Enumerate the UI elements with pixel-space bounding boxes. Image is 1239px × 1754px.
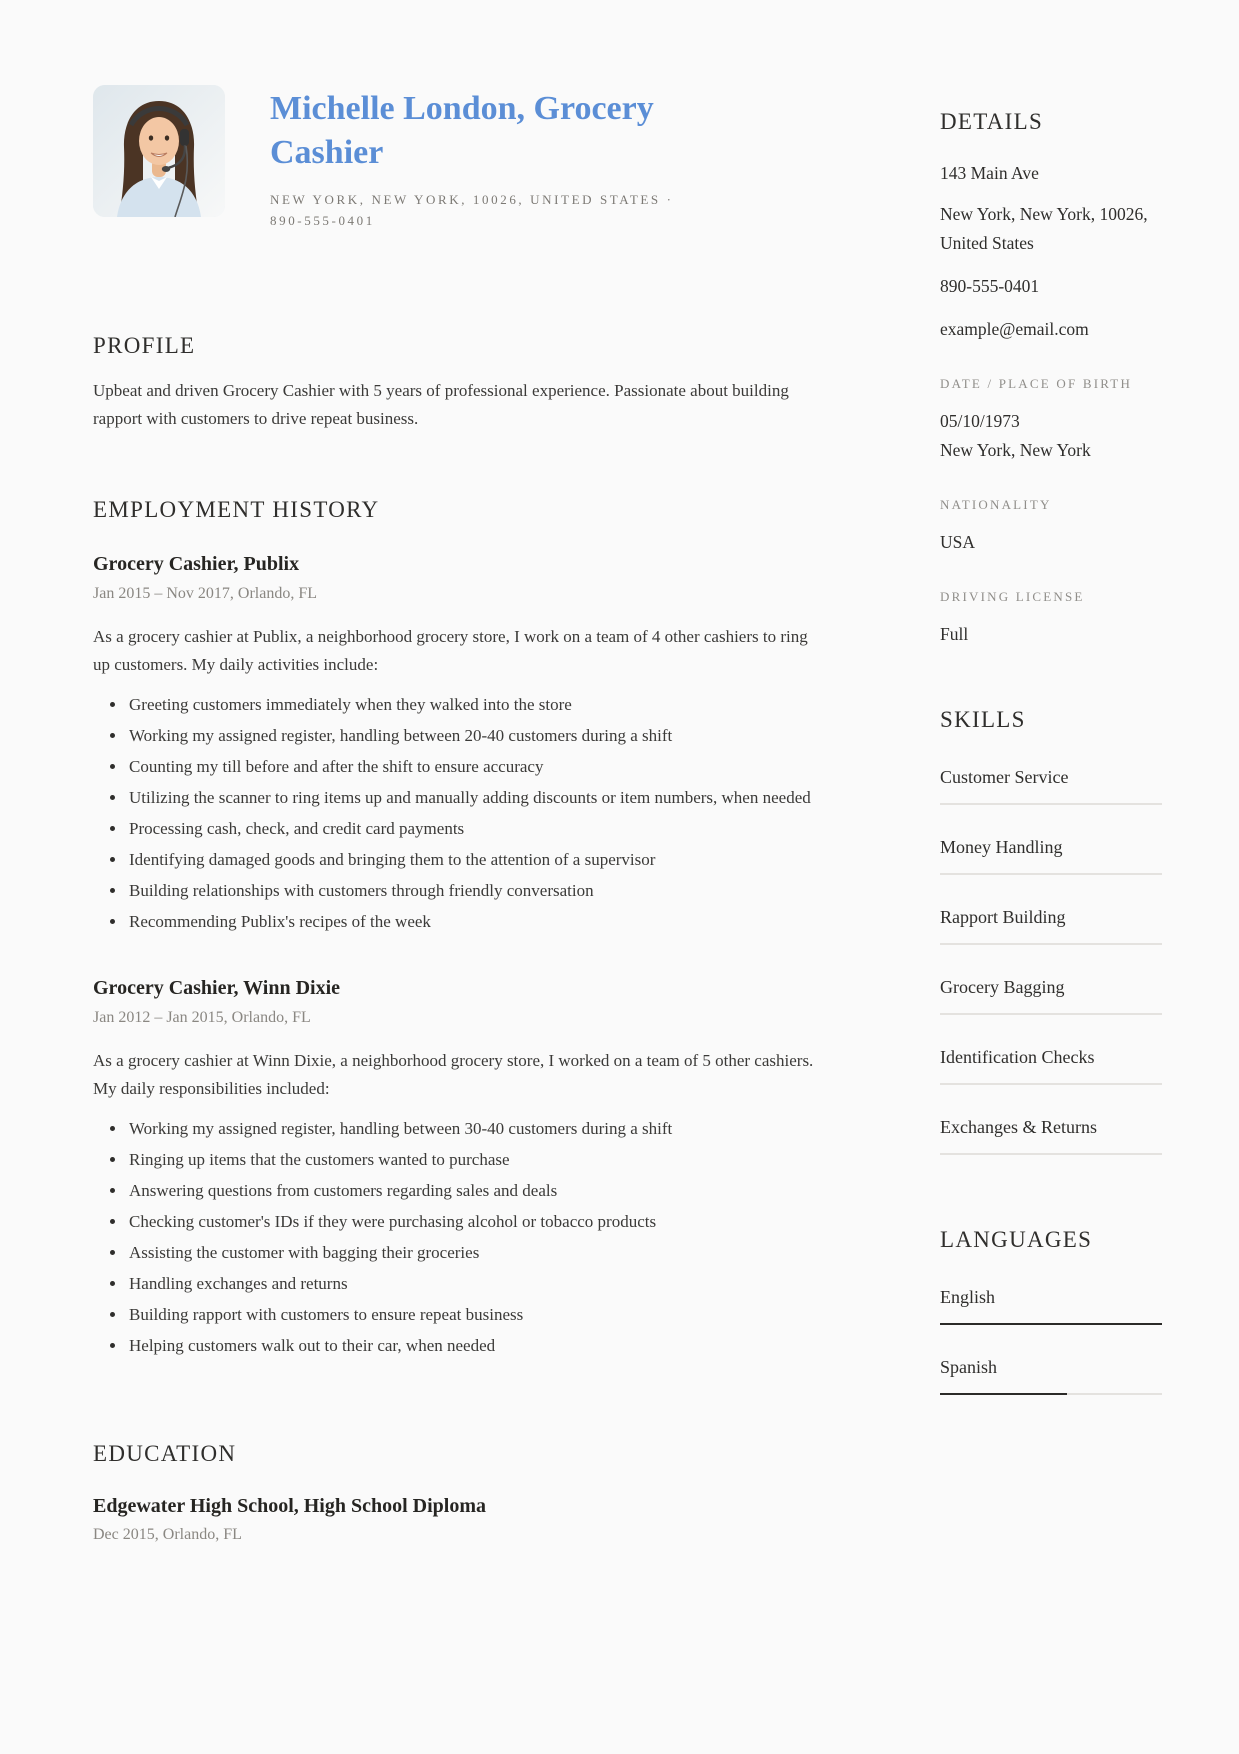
job-entry-winn-dixie xyxy=(93,975,823,1359)
skill-item xyxy=(940,836,1162,875)
phone-number: 890-555-0401 xyxy=(940,276,1040,296)
skill-name: Grocery Bagging xyxy=(940,977,1065,997)
details-heading: DETAILS xyxy=(940,109,1044,134)
skill-name: Money Handling xyxy=(940,837,1063,857)
candidate-name-title: Michelle London, Grocery Cashier xyxy=(270,90,654,171)
job-intro: As a grocery cashier at Winn Dixie, a neighborhood grocery store, I worked on a team of 5 other cashiers. My daily responsibilities included: xyxy=(93,1051,814,1098)
job-dates-location: Jan 2012 – Jan 2015, Orlando, FL xyxy=(93,1009,311,1026)
bullet-item: Ringing up items that the customers wanted to purchase xyxy=(129,1146,823,1173)
skill-level-bar xyxy=(940,1013,1162,1015)
employment-history-heading: EMPLOYMENT HISTORY xyxy=(93,497,380,522)
job-entry-publix xyxy=(93,551,823,935)
profile-heading: PROFILE xyxy=(93,333,196,358)
address-line2: New York, New York, 10026, United States xyxy=(940,204,1148,253)
bullet-item: Working my assigned register, handling between 20-40 customers during a shift xyxy=(129,722,823,749)
language-level-fill xyxy=(940,1323,1162,1325)
skill-item xyxy=(940,766,1162,805)
bullet-item: Building relationships with customers through friendly conversation xyxy=(129,877,823,904)
language-level-fill xyxy=(940,1393,1067,1395)
bullet-item: Building rapport with customers to ensure repeat business xyxy=(129,1301,823,1328)
skill-name: Identification Checks xyxy=(940,1047,1095,1067)
bullet-item: Assisting the customer with bagging their groceries xyxy=(129,1239,823,1266)
language-item xyxy=(940,1356,1162,1395)
languages-heading: LANGUAGES xyxy=(940,1227,1093,1252)
driving-license-label: DRIVING LICENSE xyxy=(940,589,1085,604)
woman-with-headset-photo xyxy=(93,85,225,217)
bullet-item: Helping customers walk out to their car, when needed xyxy=(129,1332,823,1359)
skill-item xyxy=(940,1046,1162,1085)
contact-subtitle: NEW YORK, NEW YORK, 10026, UNITED STATES · 890-555-0401 xyxy=(270,192,674,228)
email-address: example@email.com xyxy=(940,319,1089,339)
face xyxy=(139,117,179,165)
skill-name: Rapport Building xyxy=(940,907,1066,927)
skills-heading: SKILLS xyxy=(940,707,1026,732)
skill-item xyxy=(940,1116,1162,1155)
language-level-bar xyxy=(940,1323,1162,1325)
profile-photo xyxy=(93,85,225,217)
job-bullet-list xyxy=(93,1115,823,1359)
birth-block xyxy=(940,407,1162,465)
skill-name: Exchanges & Returns xyxy=(940,1117,1097,1137)
education-heading: EDUCATION xyxy=(93,1441,237,1466)
address-line1: 143 Main Ave xyxy=(940,163,1039,183)
birth-place: New York, New York xyxy=(940,440,1091,460)
skill-level-bar xyxy=(940,943,1162,945)
driving-license-value: Full xyxy=(940,624,969,644)
bullet-item: Working my assigned register, handling between 30-40 customers during a shift xyxy=(129,1115,823,1142)
birth-label: DATE / PLACE OF BIRTH xyxy=(940,376,1133,391)
nationality-label: NATIONALITY xyxy=(940,497,1052,512)
skill-item xyxy=(940,976,1162,1015)
profile-text: Upbeat and driven Grocery Cashier with 5 years of professional experience. Passionate about building rapport with customers to drive repeat business. xyxy=(93,381,789,428)
language-name: Spanish xyxy=(940,1357,998,1377)
job-intro: As a grocery cashier at Publix, a neighborhood grocery store, I work on a team of 4 other cashiers to ring up customers. My daily activities include: xyxy=(93,627,808,674)
job-bullet-list xyxy=(93,691,823,935)
education-dates-location: Dec 2015, Orlando, FL xyxy=(93,1526,242,1543)
nationality-value: USA xyxy=(940,532,976,552)
job-title: Grocery Cashier, Winn Dixie xyxy=(93,977,341,999)
language-item xyxy=(940,1286,1162,1325)
languages-list xyxy=(940,1286,1162,1395)
skill-item xyxy=(940,906,1162,945)
bullet-item: Counting my till before and after the shift to ensure accuracy xyxy=(129,753,823,780)
job-title: Grocery Cashier, Publix xyxy=(93,553,300,575)
education-entry xyxy=(93,1495,823,1544)
education-title: Edgewater High School, High School Diploma xyxy=(93,1495,487,1517)
language-level-bar xyxy=(940,1393,1162,1395)
bullet-item: Handling exchanges and returns xyxy=(129,1270,823,1297)
skill-level-bar xyxy=(940,1153,1162,1155)
sidebar xyxy=(940,85,1162,1544)
headset-earpiece-icon xyxy=(180,129,189,146)
bullet-item: Utilizing the scanner to ring items up and manually adding discounts or item numbers, when needed xyxy=(129,784,823,811)
bullet-item: Greeting customers immediately when they walked into the store xyxy=(129,691,823,718)
skill-name: Customer Service xyxy=(940,767,1069,787)
skills-list xyxy=(940,766,1162,1155)
skill-level-bar xyxy=(940,803,1162,805)
bullet-item: Checking customer's IDs if they were purchasing alcohol or tobacco products xyxy=(129,1208,823,1235)
left-eye xyxy=(149,135,153,140)
bullet-item: Identifying damaged goods and bringing them to the attention of a supervisor xyxy=(129,846,823,873)
resume-header xyxy=(93,85,823,231)
bullet-item: Answering questions from customers regarding sales and deals xyxy=(129,1177,823,1204)
bullet-item: Processing cash, check, and credit card payments xyxy=(129,815,823,842)
main-column xyxy=(93,85,823,1544)
job-dates-location: Jan 2015 – Nov 2017, Orlando, FL xyxy=(93,585,317,602)
skill-level-bar xyxy=(940,873,1162,875)
right-eye xyxy=(165,135,169,140)
header-text xyxy=(270,85,680,231)
language-name: English xyxy=(940,1287,996,1307)
birth-date: 05/10/1973 xyxy=(940,411,1020,431)
bullet-item: Recommending Publix's recipes of the week xyxy=(129,908,823,935)
skill-level-bar xyxy=(940,1083,1162,1085)
headset-mic-icon xyxy=(162,166,170,172)
